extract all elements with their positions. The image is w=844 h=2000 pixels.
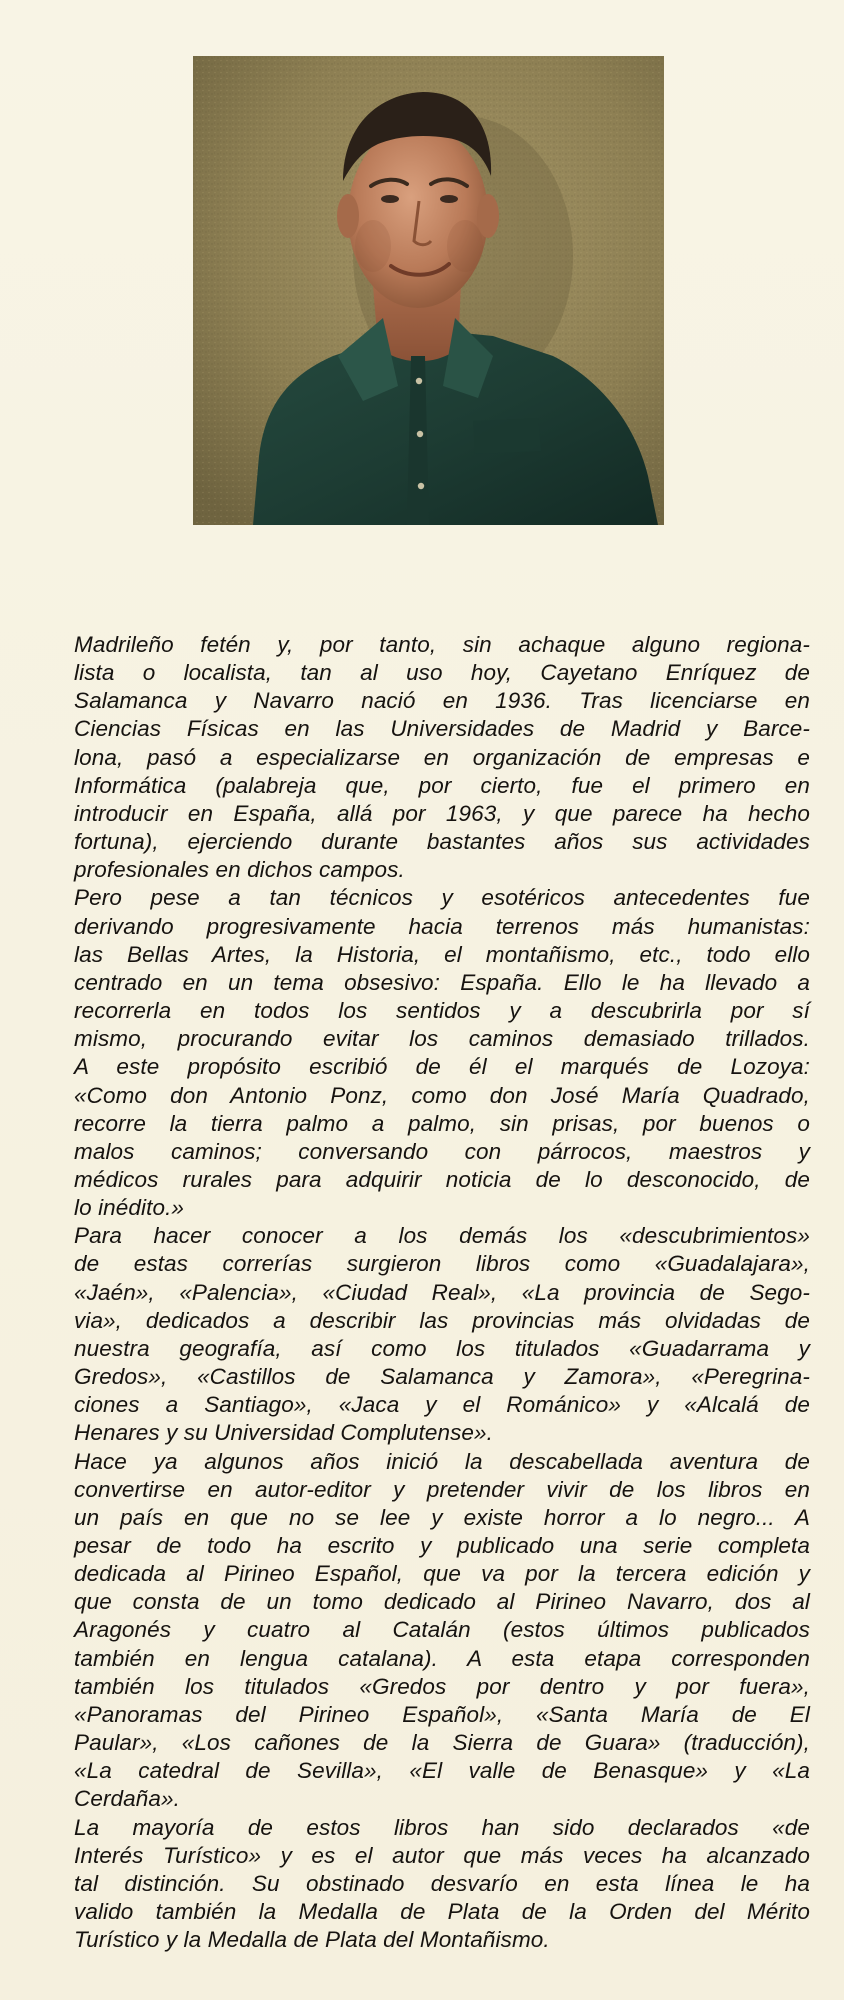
- bio-line: que consta de un tomo dedicado al Pirineo Navarro, dos al: [74, 1589, 810, 1615]
- bio-line: Gredos», «Castillos de Salamanca y Zamora», «Peregrina-: [74, 1364, 810, 1390]
- bio-line: Aragonés y cuatro al Catalán (estos últimos publicados: [74, 1617, 810, 1643]
- bio-line: Hace ya algunos años inició la descabellada aventura de: [74, 1448, 810, 1474]
- bio-line: profesionales en dichos campos.: [74, 857, 405, 883]
- bio-line: de estas correrías surgieron libros como «Guadalajara»,: [74, 1251, 810, 1277]
- bio-line: Paular», «Los cañones de la Sierra de Guara» (traducción),: [74, 1730, 810, 1756]
- bio-line: recorre la tierra palmo a palmo, sin prisas, por buenos o: [74, 1110, 810, 1136]
- bio-line: malos caminos; conversando con párrocos, maestros y: [74, 1138, 810, 1164]
- bio-line: «Como don Antonio Ponz, como don José María Quadrado,: [74, 1082, 810, 1108]
- bio-line: via», dedicados a describir las provincias más olvidadas de: [74, 1307, 810, 1333]
- bio-line: nuestra geografía, así como los titulados «Guadarrama y: [74, 1335, 810, 1361]
- bio-line: Ciencias Físicas en las Universidades de Madrid y Barce-: [74, 716, 810, 742]
- bio-line: médicos rurales para adquirir noticia de lo desconocido, de: [74, 1166, 810, 1192]
- bio-line: «Jaén», «Palencia», «Ciudad Real», «La provincia de Sego-: [74, 1279, 810, 1305]
- bio-line: también los titulados «Gredos por dentro y por fuera»,: [74, 1673, 810, 1699]
- bio-line: dedicada al Pirineo Español, que va por la tercera edición y: [74, 1561, 810, 1587]
- bio-line: A este propósito escribió de él el marqués de Lozoya:: [74, 1054, 810, 1080]
- bio-paragraph: [44, 884, 810, 1222]
- bio-line: Madrileño fetén y, por tanto, sin achaque alguno regiona-: [74, 632, 810, 657]
- bio-line: convertirse en autor-editor y pretender vivir de los libros en: [74, 1476, 810, 1502]
- bio-line: introducir en España, allá por 1963, y que parece ha hecho: [74, 800, 810, 826]
- bio-line: valido también la Medalla de Plata de la Orden del Mérito: [74, 1899, 810, 1925]
- author-portrait-photo: [193, 56, 664, 525]
- bio-line: Pero pese a tan técnicos y esotéricos antecedentes fue: [74, 885, 810, 911]
- bio-paragraph: [44, 1448, 810, 1814]
- bio-line: Para hacer conocer a los demás los «descubrimientos»: [74, 1223, 810, 1249]
- bio-paragraph: [44, 1222, 810, 1447]
- bio-line: fortuna), ejerciendo durante bastantes años sus actividades: [74, 829, 810, 855]
- bio-line: La mayoría de estos libros han sido declarados «de: [74, 1814, 810, 1840]
- bio-line: las Bellas Artes, la Historia, el montañismo, etc., todo ello: [74, 941, 810, 967]
- bio-line: derivando progresivamente hacia terrenos más humanistas:: [74, 913, 810, 939]
- bio-line: «Panoramas del Pirineo Español», «Santa María de El: [74, 1701, 810, 1727]
- bio-line: mismo, procurando evitar los caminos demasiado trillados.: [74, 1026, 810, 1052]
- bio-line: tal distinción. Su obstinado desvarío en esta línea le ha: [74, 1870, 810, 1896]
- bio-line: Cerdaña».: [74, 1786, 180, 1812]
- bio-line: lo inédito.»: [74, 1195, 185, 1221]
- bio-line: también en lengua catalana). A esta etapa corresponden: [74, 1645, 810, 1671]
- portrait-illustration: [193, 56, 664, 525]
- bio-line: Informática (palabreja que, por cierto, fue el primero en: [74, 772, 810, 798]
- bio-line: Henares y su Universidad Complutense».: [74, 1420, 494, 1446]
- bio-paragraph: [44, 1814, 810, 1955]
- bio-line: Interés Turístico» y es el autor que más veces ha alcanzado: [74, 1842, 810, 1868]
- bio-line: lona, pasó a especializarse en organización de empresas e: [74, 744, 810, 770]
- bio-line: lista o localista, tan al uso hoy, Cayetano Enríquez de: [74, 660, 810, 686]
- bio-line: un país en que no se lee y existe horror a lo negro... A: [74, 1504, 810, 1530]
- bio-line: Turístico y la Medalla de Plata del Montañismo.: [74, 1927, 550, 1953]
- bio-line: pesar de todo ha escrito y publicado una serie completa: [74, 1533, 810, 1558]
- bio-line: recorrerla en todos los sentidos y a descubrirla por sí: [74, 998, 810, 1024]
- bio-paragraph: [44, 631, 810, 884]
- bio-line: centrado en un tema obsesivo: España. Ello le ha llevado a: [74, 969, 810, 995]
- author-biography: [44, 631, 810, 1954]
- bio-line: «La catedral de Sevilla», «El valle de Benasque» y «La: [74, 1758, 810, 1784]
- bio-line: ciones a Santiago», «Jaca y el Románico» y «Alcalá de: [74, 1392, 810, 1418]
- bio-line: Salamanca y Navarro nació en 1936. Tras licenciarse en: [74, 688, 810, 714]
